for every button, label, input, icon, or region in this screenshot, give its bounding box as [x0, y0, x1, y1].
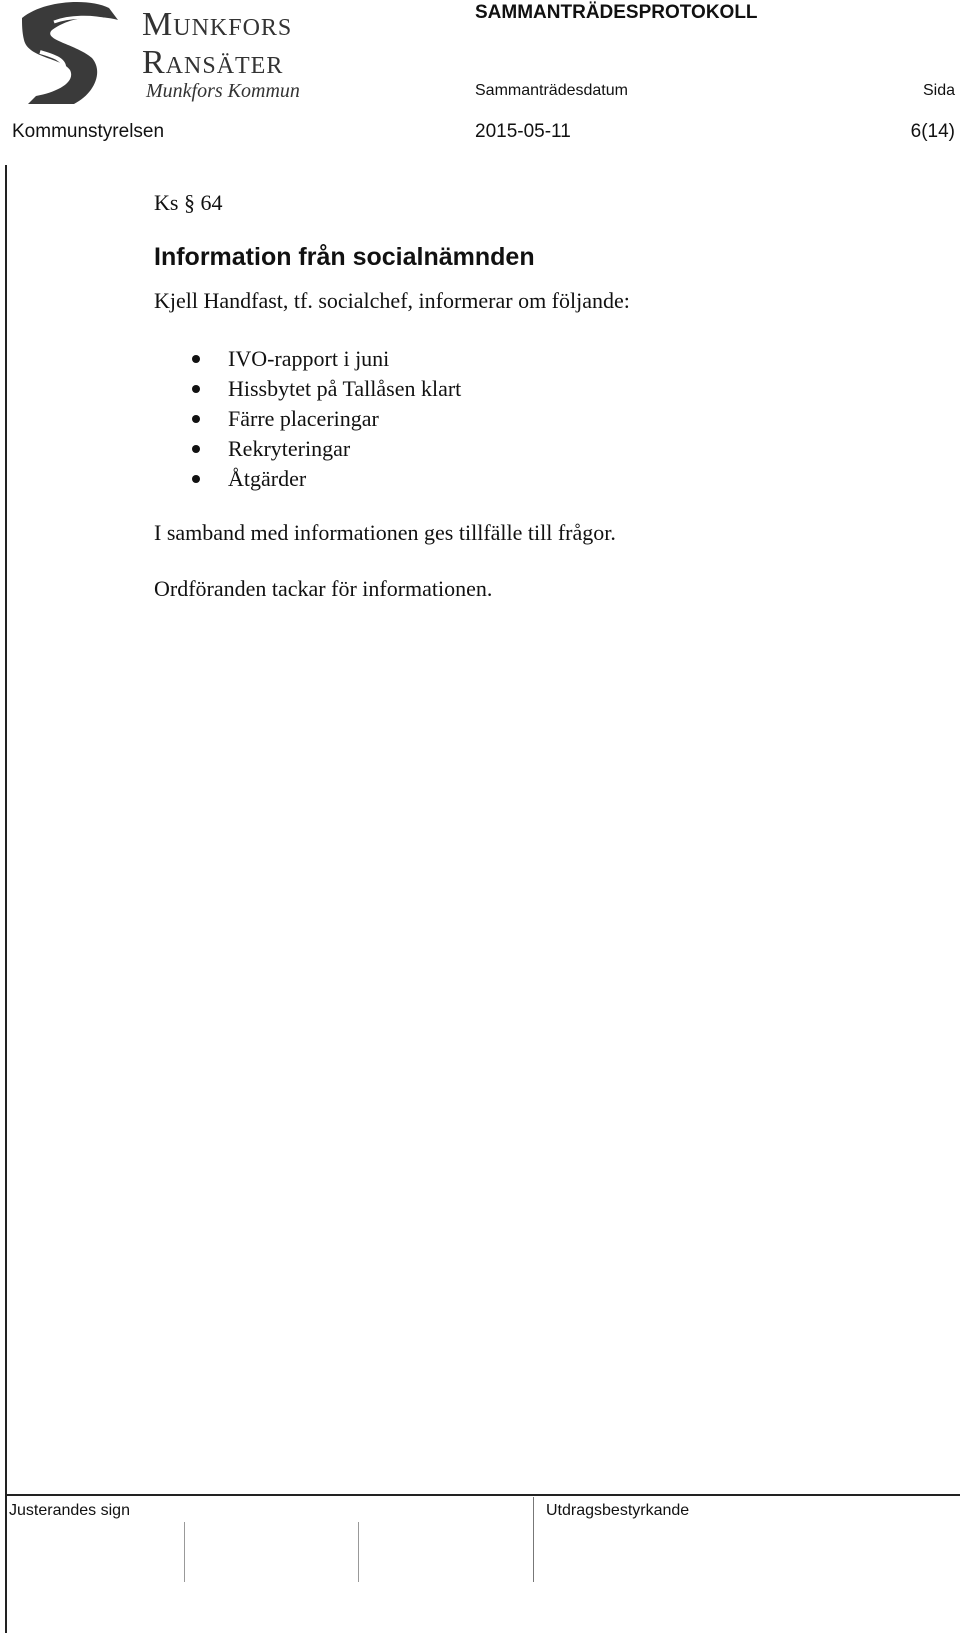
logo-text-kommun: Munkfors Kommun — [146, 80, 300, 102]
municipality-logo — [14, 0, 304, 112]
paragraph-number: Ks § 64 — [154, 190, 223, 215]
adjuster-signature-label: Justerandes sign — [9, 1502, 130, 1519]
list-item-text: Hissbytet på Tallåsen klart — [228, 376, 462, 401]
list-item-text: IVO-rapport i juni — [228, 346, 390, 371]
bullet-icon — [192, 475, 200, 483]
signature-divider — [184, 1522, 185, 1582]
page-label: Sida — [922, 82, 955, 99]
bullet-icon — [192, 385, 200, 393]
protocol-content — [154, 188, 934, 604]
list-item — [154, 344, 934, 374]
intro-text: Kjell Handfast, tf. socialchef, informerar om följande: — [154, 288, 630, 313]
signature-divider — [358, 1522, 359, 1582]
left-margin-rule — [5, 165, 7, 1633]
logo-text-ransater: Ransäter — [142, 44, 284, 81]
section-heading: Information från socialnämnden — [154, 243, 535, 271]
list-item-text: Rekryteringar — [228, 436, 351, 461]
list-item — [154, 404, 934, 434]
extract-certification-label: Utdragsbestyrkande — [546, 1502, 690, 1519]
list-item — [154, 464, 934, 494]
protocol-title: SAMMANTRÄDESPROTOKOLL — [475, 2, 758, 23]
footer-column-divider — [533, 1497, 534, 1582]
thanks-paragraph: Ordföranden tackar för informationen. — [154, 576, 493, 601]
bullet-icon — [192, 445, 200, 453]
bullet-icon — [192, 355, 200, 363]
footer-rule — [5, 1494, 960, 1496]
river-emblem-icon — [14, 0, 126, 112]
list-item — [154, 434, 934, 464]
organization-name: Kommunstyrelsen — [12, 121, 165, 142]
meeting-date: 2015-05-11 — [475, 121, 571, 142]
list-item-text: Färre placeringar — [228, 406, 379, 431]
questions-paragraph: I samband med informationen ges tillfälle till frågor. — [154, 520, 616, 545]
logo-text-munkfors: Munkfors — [142, 6, 293, 43]
information-list — [154, 344, 934, 494]
bullet-icon — [192, 415, 200, 423]
list-item — [154, 374, 934, 404]
meeting-date-label: Sammanträdesdatum — [475, 82, 628, 99]
page-number: 6(14) — [910, 121, 955, 142]
list-item-text: Åtgärder — [228, 466, 307, 491]
